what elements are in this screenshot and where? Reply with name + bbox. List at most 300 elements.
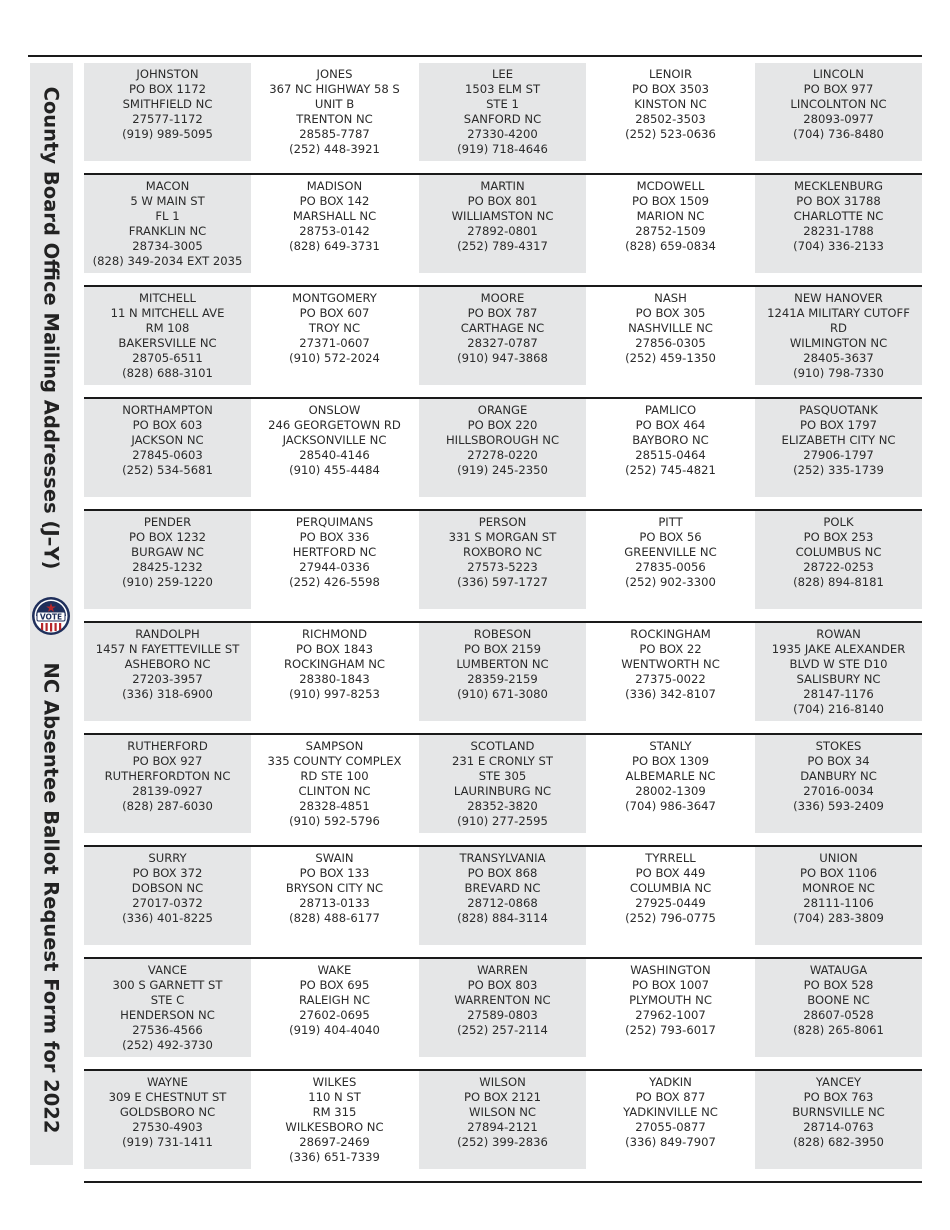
address-line: (910) 997-8253 xyxy=(289,687,380,701)
county-name: ONSLOW xyxy=(308,403,361,417)
address-line: (252) 257-2114 xyxy=(457,1023,548,1037)
county-address-cell xyxy=(587,847,754,945)
address-line: RD xyxy=(830,321,847,335)
address-line: (252) 523-0636 xyxy=(625,127,716,141)
address-row xyxy=(84,63,922,175)
vote-badge-text: VOTE xyxy=(39,612,63,622)
county-address-cell xyxy=(84,175,251,273)
form-title: NC Absentee Ballot Request Form for 2022 xyxy=(39,662,63,1134)
address-line: 5 W MAIN ST xyxy=(130,194,205,208)
address-line: (910) 947-3868 xyxy=(457,351,548,365)
address-line: 28327-0787 xyxy=(467,336,538,350)
address-line: STE 1 xyxy=(486,97,519,111)
address-line: (828) 488-6177 xyxy=(289,911,380,925)
address-line: 27330-4200 xyxy=(467,127,538,141)
address-line: (252) 745-4821 xyxy=(625,463,716,477)
address-row xyxy=(84,1071,922,1183)
address-line: 27845-0603 xyxy=(132,448,203,462)
address-line: KINSTON NC xyxy=(634,97,707,111)
address-line: (336) 318-6900 xyxy=(122,687,213,701)
address-line: 28425-1232 xyxy=(132,560,203,574)
address-line: 27856-0305 xyxy=(635,336,706,350)
address-line: JACKSON NC xyxy=(131,433,204,447)
address-line: RD STE 100 xyxy=(300,769,369,783)
address-line: (252) 534-5681 xyxy=(122,463,213,477)
county-address-cell xyxy=(587,175,754,273)
county-name: STOKES xyxy=(815,739,862,753)
address-line: PO BOX 927 xyxy=(132,754,203,768)
address-line: (828) 682-3950 xyxy=(793,1135,884,1149)
county-name: MONTGOMERY xyxy=(292,291,377,305)
address-line: WILMINGTON NC xyxy=(789,336,888,350)
county-name: SAMPSON xyxy=(305,739,364,753)
county-name: ORANGE xyxy=(477,403,528,417)
county-name: ROBESON xyxy=(473,627,532,641)
address-line: RM 108 xyxy=(145,321,190,335)
county-address-cell xyxy=(587,959,754,1057)
address-line: PO BOX 22 xyxy=(639,642,702,656)
address-row xyxy=(84,623,922,735)
address-line: (919) 731-1411 xyxy=(122,1135,213,1149)
county-address-cell xyxy=(251,175,418,273)
address-line: 27278-0220 xyxy=(467,448,538,462)
address-line: PO BOX 787 xyxy=(467,306,538,320)
address-line: COLUMBUS NC xyxy=(795,545,882,559)
county-address-cell xyxy=(587,735,754,833)
county-address-cell xyxy=(587,623,754,721)
address-line: WILLIAMSTON NC xyxy=(451,209,554,223)
address-line: 28697-2469 xyxy=(299,1135,370,1149)
address-line: WARRENTON NC xyxy=(454,993,551,1007)
address-line: 1457 N FAYETTEVILLE ST xyxy=(95,642,240,656)
address-line: HERTFORD NC xyxy=(292,545,377,559)
county-address-cell xyxy=(419,175,586,273)
county-name: TRANSYLVANIA xyxy=(459,851,546,865)
section-title: County Board Office Mailing Addresses (J–Y) xyxy=(39,86,63,570)
address-line: BLVD W STE D10 xyxy=(789,657,888,671)
address-line: (704) 283-3809 xyxy=(793,911,884,925)
address-line: 27892-0801 xyxy=(467,224,538,238)
county-address-cell xyxy=(755,287,922,385)
address-line: BAKERSVILLE NC xyxy=(118,336,217,350)
address-line: 28713-0133 xyxy=(299,896,370,910)
address-line: ALBEMARLE NC xyxy=(625,769,716,783)
address-line: 1241A MILITARY CUTOFF xyxy=(767,306,910,320)
address-line: (704) 736-8480 xyxy=(793,127,884,141)
address-line: ELIZABETH CITY NC xyxy=(781,433,896,447)
address-line: 28753-0142 xyxy=(299,224,370,238)
county-address-cell xyxy=(251,511,418,609)
address-line: 28734-3005 xyxy=(132,239,203,253)
address-line: (828) 265-8061 xyxy=(793,1023,884,1037)
address-line: BREVARD NC xyxy=(464,881,541,895)
county-name: MARTIN xyxy=(480,179,525,193)
county-address-cell xyxy=(419,735,586,833)
address-line: (704) 216-8140 xyxy=(793,702,884,716)
address-line: 27016-0034 xyxy=(803,784,874,798)
county-address-cell xyxy=(755,63,922,161)
address-line: RM 315 xyxy=(312,1105,357,1119)
county-name: YADKIN xyxy=(649,1075,692,1089)
address-line: (828) 659-0834 xyxy=(625,239,716,253)
address-row xyxy=(84,847,922,959)
county-name: WAKE xyxy=(317,963,352,977)
address-line: 27375-0022 xyxy=(635,672,706,686)
county-name: UNION xyxy=(819,851,858,865)
address-line: PLYMOUTH NC xyxy=(629,993,712,1007)
address-line: PO BOX 449 xyxy=(635,866,706,880)
address-line: (336) 651-7339 xyxy=(289,1150,380,1164)
county-address-cell xyxy=(84,63,251,161)
county-address-cell xyxy=(84,287,251,385)
address-row xyxy=(84,175,922,287)
county-address-cell xyxy=(419,623,586,721)
top-rule xyxy=(28,55,922,57)
county-name: NORTHAMPTON xyxy=(122,403,213,417)
county-name: PASQUOTANK xyxy=(799,403,878,417)
address-line: 28502-3503 xyxy=(635,112,706,126)
address-line: (252) 399-2836 xyxy=(457,1135,548,1149)
address-line: 28585-7787 xyxy=(299,127,370,141)
address-line: BRYSON CITY NC xyxy=(285,881,384,895)
address-line: 231 E CRONLY ST xyxy=(452,754,553,768)
address-line: 28359-2159 xyxy=(467,672,538,686)
address-line: 309 E CHESTNUT ST xyxy=(108,1090,227,1104)
address-line: 27017-0372 xyxy=(132,896,203,910)
county-name: YANCEY xyxy=(815,1075,862,1089)
address-line: JACKSONVILLE NC xyxy=(282,433,387,447)
address-line: 28705-6511 xyxy=(132,351,203,365)
address-line: BOONE NC xyxy=(807,993,870,1007)
address-line: ROCKINGHAM NC xyxy=(283,657,386,671)
county-name: PITT xyxy=(658,515,683,529)
county-name: MOORE xyxy=(480,291,525,305)
county-address-cell xyxy=(755,959,922,1057)
address-line: BURNSVILLE NC xyxy=(792,1105,885,1119)
county-name: LENOIR xyxy=(648,67,693,81)
county-name: TYRRELL xyxy=(645,851,696,865)
county-name: MADISON xyxy=(306,179,363,193)
address-line: PO BOX 31788 xyxy=(796,194,881,208)
address-line: (828) 649-3731 xyxy=(289,239,380,253)
address-line: PO BOX 3503 xyxy=(631,82,710,96)
address-line: 27573-5223 xyxy=(467,560,538,574)
address-line: 331 S MORGAN ST xyxy=(448,530,557,544)
address-line: (910) 798-7330 xyxy=(793,366,884,380)
county-name: RANDOLPH xyxy=(135,627,200,641)
county-name: PENDER xyxy=(143,515,192,529)
address-row xyxy=(84,959,922,1071)
county-name: LINCOLN xyxy=(813,67,864,81)
county-address-cell xyxy=(251,735,418,833)
address-line: 28093-0977 xyxy=(803,112,874,126)
county-name: NEW HANOVER xyxy=(794,291,883,305)
county-name: ROWAN xyxy=(816,627,861,641)
county-name: LEE xyxy=(491,67,514,81)
county-name: SCOTLAND xyxy=(470,739,535,753)
address-line: STE C xyxy=(150,993,185,1007)
county-name: WILSON xyxy=(479,1075,526,1089)
county-name: PERQUIMANS xyxy=(295,515,374,529)
address-line: PO BOX 220 xyxy=(467,418,538,432)
address-line: 27962-1007 xyxy=(635,1008,706,1022)
address-line: (828) 688-3101 xyxy=(122,366,213,380)
county-name: WARREN xyxy=(477,963,528,977)
address-line: PO BOX 2121 xyxy=(463,1090,542,1104)
address-line: LUMBERTON NC xyxy=(456,657,549,671)
county-address-cell xyxy=(587,63,754,161)
address-line: 28405-3637 xyxy=(803,351,874,365)
address-line: SMITHFIELD NC xyxy=(122,97,213,111)
address-line: 27894-2121 xyxy=(467,1120,538,1134)
address-line: ROXBORO NC xyxy=(463,545,542,559)
address-line: WILKESBORO NC xyxy=(285,1120,384,1134)
county-address-cell xyxy=(755,399,922,497)
address-line: BURGAW NC xyxy=(131,545,204,559)
address-line: PO BOX 56 xyxy=(639,530,702,544)
county-address-cell xyxy=(84,959,251,1057)
county-address-cell xyxy=(587,511,754,609)
address-line: PO BOX 1309 xyxy=(631,754,710,768)
county-address-cell xyxy=(84,399,251,497)
address-line: WILSON NC xyxy=(469,1105,536,1119)
address-line: (919) 245-2350 xyxy=(457,463,548,477)
county-name: NASH xyxy=(654,291,687,305)
county-name: WAYNE xyxy=(147,1075,188,1089)
address-line: TRENTON NC xyxy=(296,112,373,126)
county-name: SURRY xyxy=(148,851,187,865)
row-divider xyxy=(84,1181,922,1183)
county-address-cell xyxy=(84,1071,251,1169)
address-line: 28147-1176 xyxy=(803,687,874,701)
address-line: 27925-0449 xyxy=(635,896,706,910)
address-line: (252) 902-3300 xyxy=(625,575,716,589)
address-line: 27589-0803 xyxy=(467,1008,538,1022)
address-line: PO BOX 803 xyxy=(467,978,538,992)
address-line: (336) 342-8107 xyxy=(625,687,716,701)
address-line: 110 N ST xyxy=(308,1090,361,1104)
address-line: (252) 426-5598 xyxy=(289,575,380,589)
address-line: PO BOX 603 xyxy=(132,418,203,432)
address-line: SANFORD NC xyxy=(463,112,542,126)
address-line: PO BOX 133 xyxy=(299,866,370,880)
address-line: 28328-4851 xyxy=(299,799,370,813)
address-line: RUTHERFORDTON NC xyxy=(104,769,231,783)
county-address-cell xyxy=(587,287,754,385)
county-name: WASHINGTON xyxy=(630,963,711,977)
county-address-cell xyxy=(419,63,586,161)
address-line: 28139-0927 xyxy=(132,784,203,798)
county-address-cell xyxy=(419,1071,586,1169)
address-line: PO BOX 372 xyxy=(132,866,203,880)
address-line: 28714-0763 xyxy=(803,1120,874,1134)
county-address-cell xyxy=(755,1071,922,1169)
county-address-cell xyxy=(419,959,586,1057)
county-name: ROCKINGHAM xyxy=(630,627,711,641)
address-line: HENDERSON NC xyxy=(120,1008,215,1022)
address-line: (704) 336-2133 xyxy=(793,239,884,253)
county-name: MECKLENBURG xyxy=(794,179,883,193)
address-line: LAURINBURG NC xyxy=(453,784,552,798)
address-line: PO BOX 336 xyxy=(299,530,370,544)
address-line: FRANKLIN NC xyxy=(128,224,207,238)
address-line: (252) 492-3730 xyxy=(122,1038,213,1052)
county-address-cell xyxy=(587,1071,754,1169)
county-name: RICHMOND xyxy=(301,627,368,641)
address-line: 300 S GARNETT ST xyxy=(112,978,223,992)
county-address-cell xyxy=(251,63,418,161)
address-line: GOLDSBORO NC xyxy=(119,1105,216,1119)
county-address-cell xyxy=(251,1071,418,1169)
county-address-cell xyxy=(419,847,586,945)
address-line: (336) 401-8225 xyxy=(122,911,213,925)
address-line: GREENVILLE NC xyxy=(624,545,717,559)
address-line: YADKINVILLE NC xyxy=(623,1105,718,1119)
address-line: PO BOX 142 xyxy=(299,194,370,208)
address-line: 27602-0695 xyxy=(299,1008,370,1022)
address-line: CHARLOTTE NC xyxy=(793,209,884,223)
address-line: (910) 572-2024 xyxy=(289,351,380,365)
address-line: 27371-0607 xyxy=(299,336,370,350)
address-line: PO BOX 305 xyxy=(635,306,706,320)
address-line: (910) 592-5796 xyxy=(289,814,380,828)
address-line: BAYBORO NC xyxy=(632,433,709,447)
county-address-cell xyxy=(251,623,418,721)
county-name: PAMLICO xyxy=(644,403,697,417)
county-name: JONES xyxy=(316,67,353,81)
address-line: CARTHAGE NC xyxy=(460,321,545,335)
address-line: PO BOX 528 xyxy=(803,978,874,992)
address-line: PO BOX 1172 xyxy=(128,82,207,96)
address-line: (336) 593-2409 xyxy=(793,799,884,813)
address-line: 1503 ELM ST xyxy=(464,82,541,96)
address-line: 28752-1509 xyxy=(635,224,706,238)
address-line: 27906-1797 xyxy=(803,448,874,462)
address-line: 246 GEORGETOWN RD xyxy=(268,418,401,432)
address-line: (910) 277-2595 xyxy=(457,814,548,828)
address-line: 28111-1106 xyxy=(803,896,874,910)
address-line: DANBURY NC xyxy=(800,769,877,783)
county-name: WATAUGA xyxy=(809,963,868,977)
address-line: PO BOX 2159 xyxy=(463,642,542,656)
address-line: CLINTON NC xyxy=(298,784,371,798)
address-line: 1935 JAKE ALEXANDER xyxy=(771,642,906,656)
address-line: PO BOX 253 xyxy=(803,530,874,544)
vote-badge-icon xyxy=(31,596,71,636)
address-line: (910) 259-1220 xyxy=(122,575,213,589)
county-name: VANCE xyxy=(147,963,188,977)
address-line: PO BOX 464 xyxy=(635,418,706,432)
address-line: LINCOLNTON NC xyxy=(790,97,887,111)
county-name: MITCHELL xyxy=(139,291,196,305)
address-line: TROY NC xyxy=(308,321,361,335)
address-grid xyxy=(84,63,922,1183)
county-name: STANLY xyxy=(649,739,692,753)
address-line: 28607-0528 xyxy=(803,1008,874,1022)
address-line: MARION NC xyxy=(636,209,705,223)
county-address-cell xyxy=(755,175,922,273)
address-line: 28002-1309 xyxy=(635,784,706,798)
county-name: WILKES xyxy=(312,1075,357,1089)
address-line: 27536-4566 xyxy=(132,1023,203,1037)
address-line: (252) 796-0775 xyxy=(625,911,716,925)
address-line: PO BOX 877 xyxy=(635,1090,706,1104)
address-line: 28352-3820 xyxy=(467,799,538,813)
address-line: RALEIGH NC xyxy=(299,993,370,1007)
address-line: (828) 884-3114 xyxy=(457,911,548,925)
address-line: 335 COUNTY COMPLEX xyxy=(267,754,402,768)
county-name: MACON xyxy=(145,179,190,193)
address-line: PO BOX 607 xyxy=(299,306,370,320)
address-row xyxy=(84,511,922,623)
county-address-cell xyxy=(755,511,922,609)
address-line: 27944-0336 xyxy=(299,560,370,574)
county-address-cell xyxy=(84,847,251,945)
county-name: SWAIN xyxy=(315,851,354,865)
address-line: (828) 287-6030 xyxy=(122,799,213,813)
address-line: 27835-0056 xyxy=(635,560,706,574)
address-line: (828) 349-2034 EXT 2035 xyxy=(92,254,243,268)
county-address-cell xyxy=(251,959,418,1057)
address-line: (910) 455-4484 xyxy=(289,463,380,477)
address-line: (336) 597-1727 xyxy=(457,575,548,589)
county-name: PERSON xyxy=(478,515,527,529)
address-line: STE 305 xyxy=(478,769,527,783)
address-line: ASHEBORO NC xyxy=(124,657,211,671)
address-line: PO BOX 1797 xyxy=(799,418,878,432)
address-line: 28722-0253 xyxy=(803,560,874,574)
address-line: (919) 718-4646 xyxy=(457,142,548,156)
county-address-cell xyxy=(419,511,586,609)
address-line: UNIT B xyxy=(314,97,355,111)
address-line: 27530-4903 xyxy=(132,1120,203,1134)
county-name: RUTHERFORD xyxy=(127,739,208,753)
county-address-cell xyxy=(419,287,586,385)
address-line: 28231-1788 xyxy=(803,224,874,238)
address-line: 367 NC HIGHWAY 58 S xyxy=(269,82,400,96)
address-row xyxy=(84,735,922,847)
address-line: NASHVILLE NC xyxy=(628,321,713,335)
address-line: PO BOX 1843 xyxy=(295,642,374,656)
address-line: 27055-0877 xyxy=(635,1120,706,1134)
county-name: MCDOWELL xyxy=(636,179,705,193)
county-address-cell xyxy=(251,847,418,945)
address-line: WENTWORTH NC xyxy=(621,657,720,671)
county-address-cell xyxy=(251,399,418,497)
address-line: (252) 335-1739 xyxy=(793,463,884,477)
address-line: PO BOX 763 xyxy=(803,1090,874,1104)
address-line: 28380-1843 xyxy=(299,672,370,686)
address-line: 28540-4146 xyxy=(299,448,370,462)
address-line: (252) 448-3921 xyxy=(289,142,380,156)
address-line: (252) 789-4317 xyxy=(457,239,548,253)
county-address-cell xyxy=(587,399,754,497)
address-row xyxy=(84,399,922,511)
address-line: PO BOX 977 xyxy=(803,82,874,96)
address-line: PO BOX 1509 xyxy=(631,194,710,208)
county-name: JOHNSTON xyxy=(136,67,199,81)
address-line: (919) 404-4040 xyxy=(289,1023,380,1037)
address-line: (336) 849-7907 xyxy=(625,1135,716,1149)
address-line: 28515-0464 xyxy=(635,448,706,462)
address-line: MONROE NC xyxy=(802,881,875,895)
county-address-cell xyxy=(84,623,251,721)
address-line: PO BOX 34 xyxy=(807,754,870,768)
address-line: 27577-1172 xyxy=(132,112,203,126)
county-name: POLK xyxy=(823,515,854,529)
address-line: (704) 986-3647 xyxy=(625,799,716,813)
address-line: COLUMBIA NC xyxy=(629,881,712,895)
